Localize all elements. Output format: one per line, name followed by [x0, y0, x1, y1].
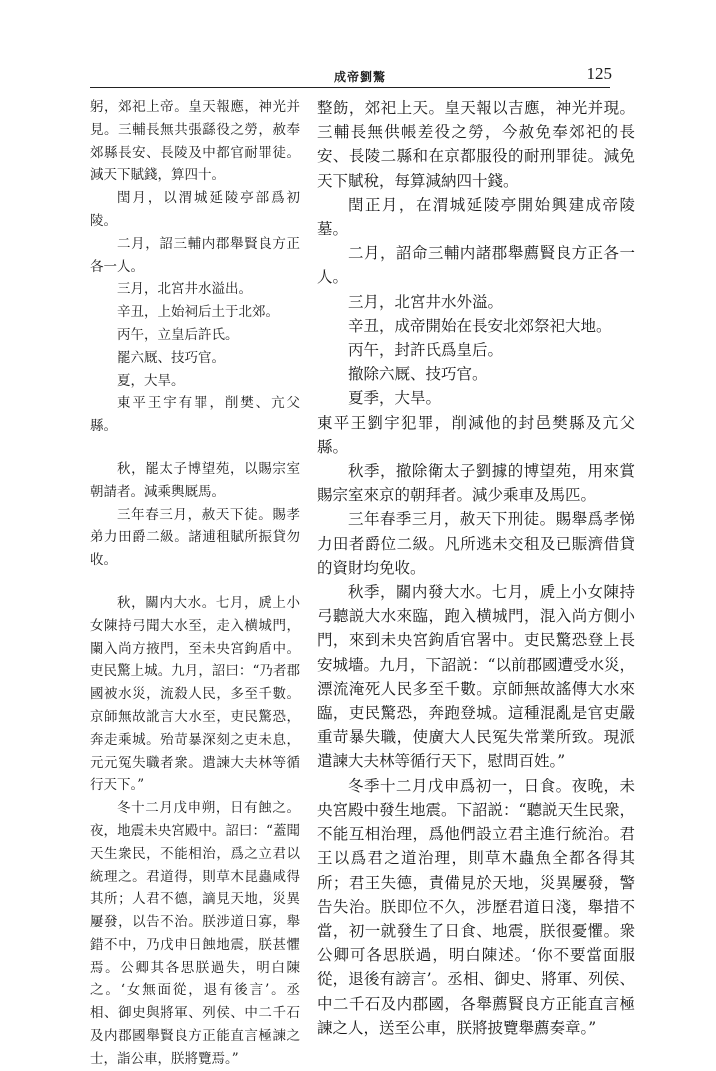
translation-paragraph: 秋季，撤除衛太子劉據的博望苑，用來賞賜宗室來京的朝拜者。減少乘車及馬匹。 — [317, 462, 635, 505]
paragraph-gap — [90, 572, 300, 592]
translation-column — [317, 96, 635, 1040]
page-number: 125 — [586, 64, 612, 83]
classical-paragraph: 東平王宇有罪，削樊、亢父縣。 — [90, 395, 300, 435]
classical-paragraph: 辛丑，上始祠后土于北郊。 — [117, 304, 279, 321]
classical-paragraph: 秋，關内大水。七月，虒上小女陳持弓聞大水至，走入横城門，闌入尚方掖門，至未央宮鉤盾中。吏民驚上城。九月，詔曰：“乃者郡國被水災，流殺人民，多至千數。京師無故訛言大水至，吏民驚恐，奔走乘城。殆苛暴深刻之吏未息，元元冤失職者衆。遣諫大夫林等循行天下。” — [90, 594, 300, 794]
classical-paragraph: 二月，詔三輔内郡舉賢良方正各一人。 — [90, 235, 300, 275]
classical-paragraph: 躬，郊祀上帝。皇天報應，神光并見。三輔長無共張繇役之勞，赦奉郊縣長安、長陵及中都官耐罪徒。減天下賦錢，算四十。 — [90, 99, 300, 184]
classical-paragraph: 三月，北宮井水溢出。 — [117, 281, 252, 298]
translation-paragraph: 三年春季三月，赦天下刑徒。賜舉爲孝悌力田者爵位二級。凡所逃未交租及已賑濟借貸的資財均免收。 — [317, 510, 635, 577]
translation-paragraph: 辛丑，成帝開始在長安北郊祭祀大地。 — [348, 316, 612, 335]
translation-paragraph: 整飭，郊祀上天。皇天報以吉應，神光并現。三輔長無供帳差役之勞，今赦免奉郊祀的長安、長陵二縣和在京都服役的耐刑罪徒。減免天下賦稅，每算減納四十錢。 — [317, 99, 635, 190]
header-rule — [90, 87, 610, 88]
paragraph-gap — [90, 438, 300, 458]
translation-paragraph: 夏季，大旱。 — [348, 389, 442, 408]
classical-paragraph: 秋，罷太子博望苑，以賜宗室朝請者。減乘輿厩馬。 — [90, 460, 300, 500]
translation-paragraph: 二月，詔命三輔内諸郡舉薦賢良方正各一人。 — [317, 244, 635, 287]
translation-paragraph: 冬季十二月戊申爲初一，日食。夜晚，未央宮殿中發生地震。下詔説：“聽説天生民衆，不能互相治理，爲他們設立君主進行統治。君王以爲君之道治理，則草木蟲魚全都各得其所；君王失德，責備見於天地，災異屢發，警告失治。朕即位不久，涉歷君道日淺，舉措不當，初一就發生了日食、地震，朕很憂懼。衆公卿可各思朕過，明白陳述。‘你不要當面服從，退後有謗言’。丞相、御史、將軍、列侯、中二千石及内郡國，各舉薦賢良方正能直言極諫之人，送至公車，朕將披覽舉薦奏章。” — [317, 776, 635, 1037]
chapter-title: 成帝劉驁 — [333, 70, 386, 84]
translation-paragraph: 秋季，關内發大水。七月，虒上小女陳持弓聽説大水來臨，跑入横城門，混入尚方側小門，來到未央宮鉤盾官署中。吏民驚恐登上長安城墻。九月，下詔説：“以前郡國遭受水災，漂流淹死人民多至千數。京師無故謠傳大水來臨，吏民驚恐，奔跑登城。這種混亂是官吏嚴重苛暴失職，使廣大人民冤失常業所致。現派遣諫大夫林等循行天下，慰問百姓。” — [317, 583, 635, 771]
classical-paragraph: 三年春三月，赦天下徒。賜孝弟力田爵二級。諸逋租賦所振貸勿收。 — [90, 506, 300, 569]
running-header — [80, 60, 640, 88]
translation-paragraph: 東平王劉宇犯罪，削減他的封邑樊縣及亢父縣。 — [317, 413, 635, 456]
classical-text-column — [90, 96, 300, 1071]
classical-paragraph: 罷六厩、技巧官。 — [117, 349, 225, 366]
classical-paragraph: 夏，大旱。 — [117, 372, 185, 389]
classical-paragraph: 閏月，以渭城延陵亭部爲初陵。 — [90, 190, 300, 229]
translation-paragraph: 丙午，封許氏爲皇后。 — [348, 341, 504, 360]
translation-paragraph: 三月，北宮井水外溢。 — [348, 292, 504, 311]
classical-paragraph: 冬十二月戊申朔，日有蝕之。夜，地震未央宮殿中。詔曰：“蓋聞天生衆民，不能相治，爲之立君以統理之。君道得，則草木昆蟲咸得其所；人君不德，謫見天地，災異屢發，以告不治。朕涉道日寡，舉錯不中，乃戊申日蝕地震，朕甚懼焉。公卿其各思朕過失，明白陳之。‘女無面從，退有後言’。丞相、御史與將軍、列侯、中二千石及内郡國舉賢良方正能直言極諫之士，詣公車，朕將覽焉。” — [90, 800, 300, 1067]
classical-paragraph: 丙午，立皇后許氏。 — [117, 326, 239, 343]
translation-paragraph: 閏正月，在渭城延陵亭開始興建成帝陵墓。 — [317, 195, 635, 239]
translation-paragraph: 撤除六厩、技巧官。 — [348, 365, 488, 384]
